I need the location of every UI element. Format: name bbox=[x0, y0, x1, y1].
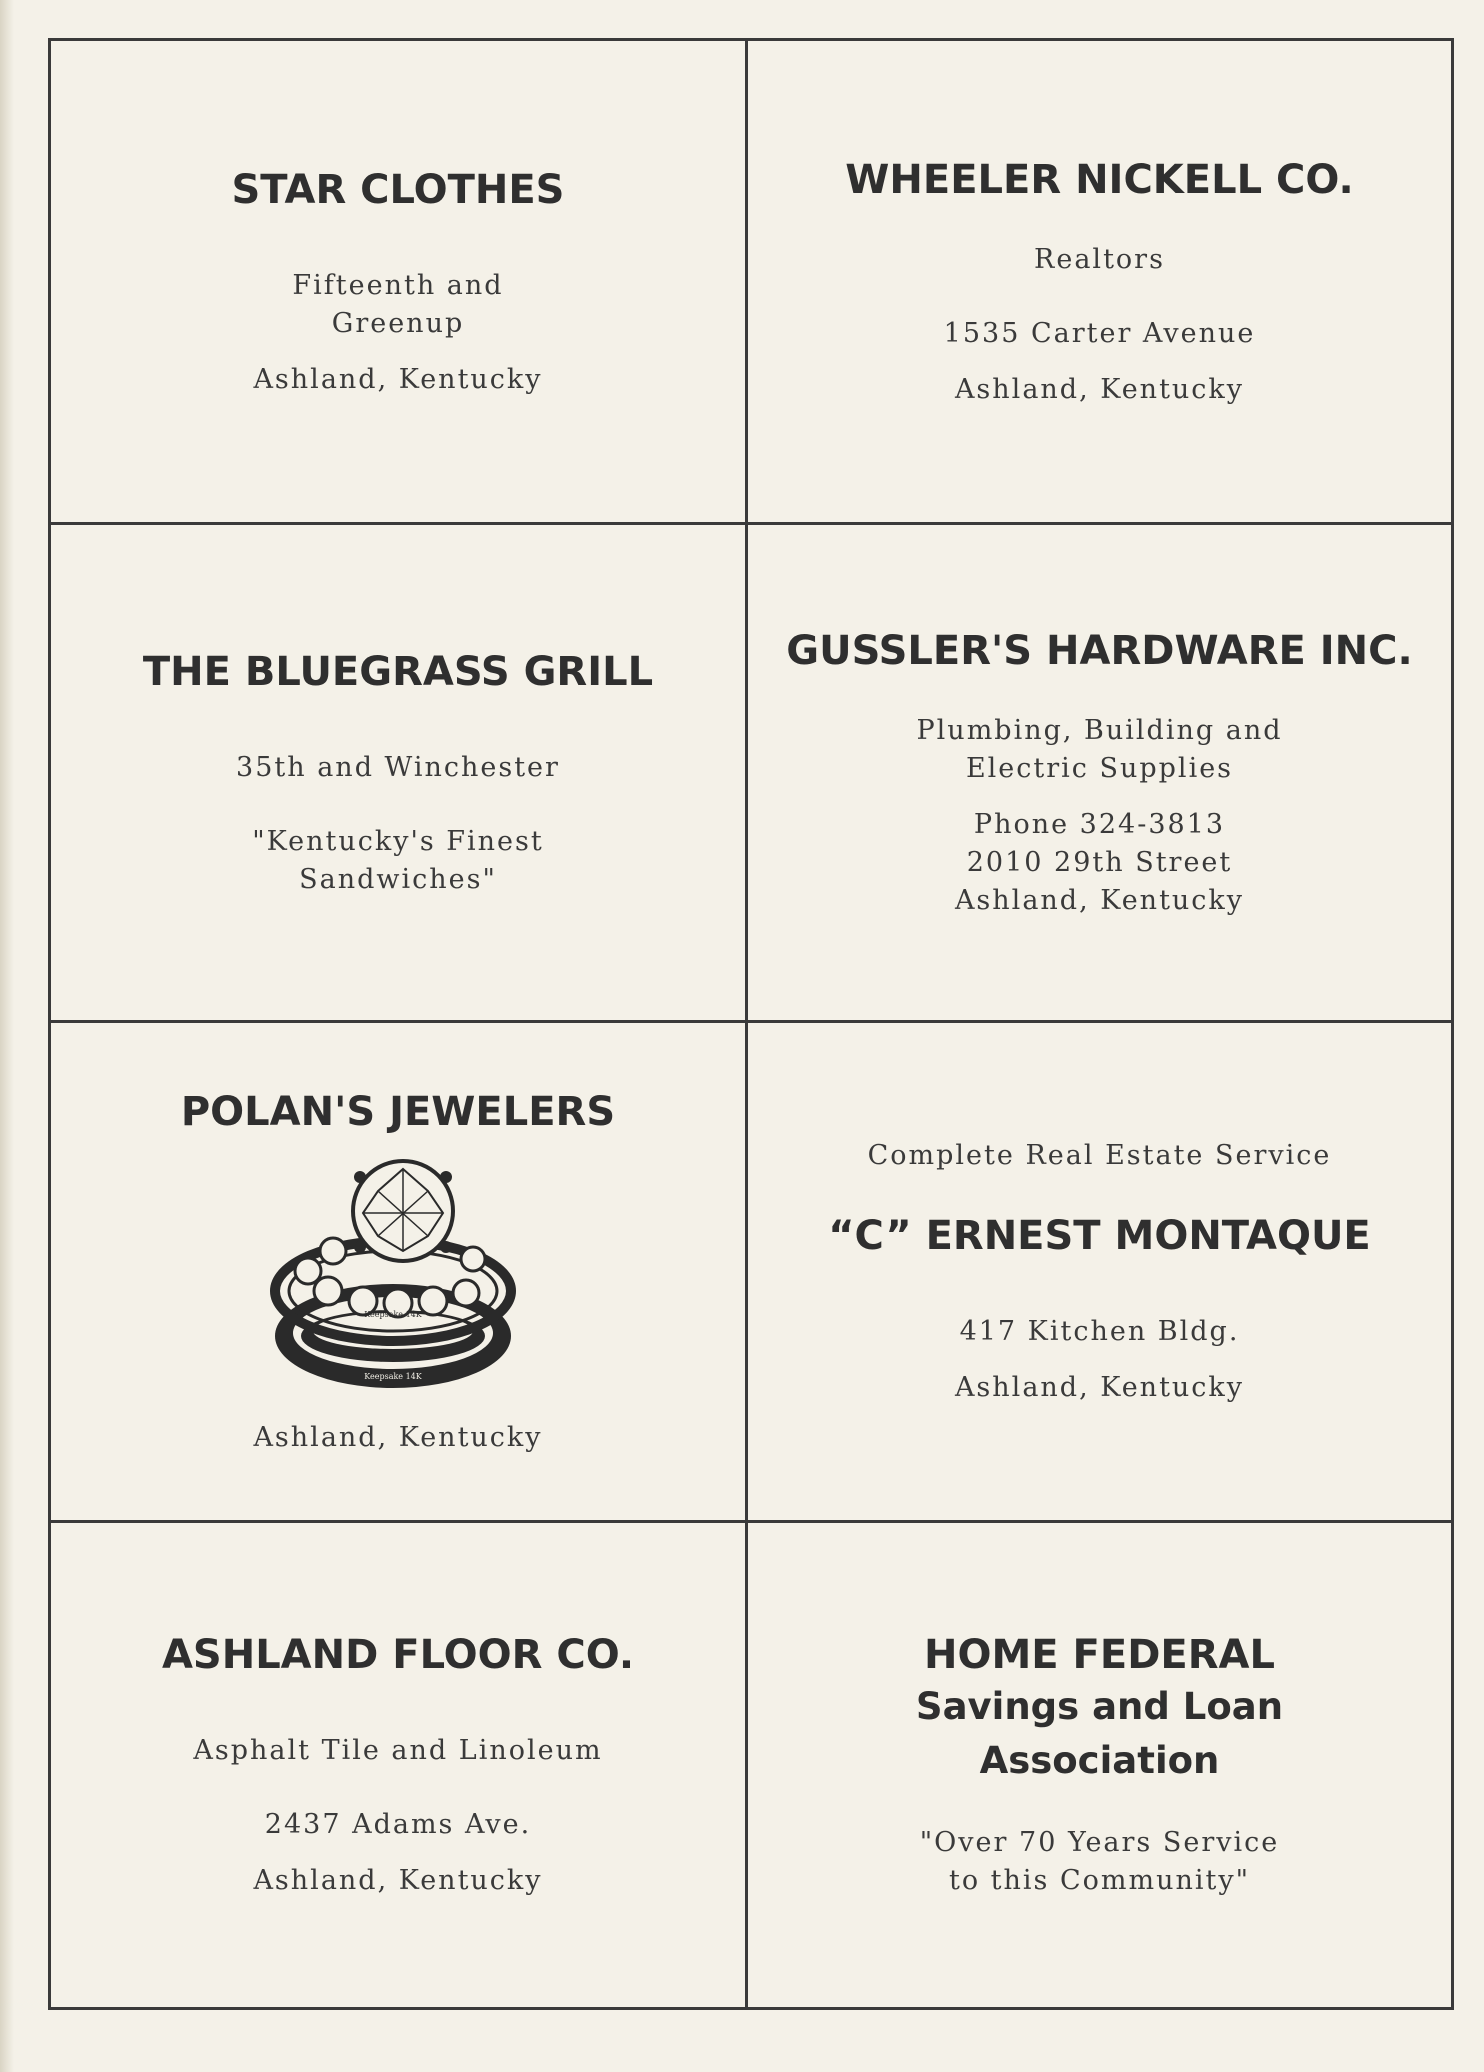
ad-text: Realtors bbox=[1034, 243, 1165, 275]
ring-illustration bbox=[268, 1151, 528, 1401]
ad-bluegrass-grill bbox=[51, 525, 748, 1023]
ad-title: “C” ERNEST MONTAQUE bbox=[828, 1212, 1371, 1259]
ad-subtitle: Association bbox=[979, 1739, 1220, 1782]
ad-city: Ashland, Kentucky bbox=[253, 363, 543, 395]
ad-title: HOME FEDERAL bbox=[924, 1632, 1275, 1679]
ad-tagline: Asphalt Tile and Linoleum bbox=[193, 1735, 603, 1766]
ad-city: Ashland, Kentucky bbox=[253, 1421, 543, 1453]
ad-text: Electric Supplies bbox=[965, 752, 1234, 784]
ad-polans-jewelers bbox=[51, 1023, 748, 1523]
ad-grid bbox=[48, 38, 1454, 2010]
ad-phone: Phone 324-3813 bbox=[973, 808, 1226, 840]
ad-star-clothes bbox=[51, 41, 748, 525]
ad-address: 2010 29th Street bbox=[966, 846, 1233, 878]
ad-tagline: Complete Real Estate Service bbox=[867, 1139, 1332, 1171]
ad-text: Fifteenth and bbox=[292, 269, 504, 301]
ad-title: GUSSLER'S HARDWARE INC. bbox=[786, 627, 1413, 674]
ad-address: 417 Kitchen Bldg. bbox=[959, 1315, 1240, 1347]
ad-city: Ashland, Kentucky bbox=[954, 1371, 1245, 1403]
ad-title: WHEELER NICKELL CO. bbox=[845, 156, 1354, 203]
ad-ernest-montaque bbox=[748, 1023, 1451, 1523]
ad-city: Ashland, Kentucky bbox=[954, 373, 1245, 405]
ring-mark-bottom: Keepsake 14K bbox=[364, 1371, 422, 1381]
ad-slogan: "Over 70 Years Service bbox=[919, 1826, 1280, 1858]
ad-city: Ashland, Kentucky bbox=[954, 884, 1245, 916]
ad-home-federal bbox=[748, 1523, 1451, 2007]
ad-text: Greenup bbox=[331, 307, 465, 339]
ad-address: 35th and Winchester bbox=[236, 751, 560, 783]
ad-wheeler-nickell bbox=[748, 41, 1451, 525]
ad-subtitle: Savings and Loan bbox=[915, 1685, 1284, 1729]
ad-title: ASHLAND FLOOR CO. bbox=[161, 1632, 635, 1678]
ad-gusslers-hardware bbox=[748, 525, 1451, 1023]
page-edge bbox=[0, 0, 14, 2072]
ad-text: Plumbing, Building and bbox=[916, 714, 1283, 746]
ad-slogan: "Kentucky's Finest bbox=[252, 825, 544, 857]
ad-ashland-floor bbox=[51, 1523, 748, 2007]
ad-address: 1535 Carter Avenue bbox=[943, 317, 1256, 349]
ad-address: 2437 Adams Ave. bbox=[264, 1809, 532, 1840]
ad-title: STAR CLOTHES bbox=[231, 166, 565, 213]
ring-mark-top: Keepsake 14K bbox=[364, 1309, 422, 1319]
ad-title: THE BLUEGRASS GRILL bbox=[142, 648, 654, 695]
ad-slogan: to this Community" bbox=[948, 1864, 1251, 1896]
ad-city: Ashland, Kentucky bbox=[253, 1865, 543, 1896]
ad-slogan: Sandwiches" bbox=[299, 863, 497, 895]
ad-title: POLAN'S JEWELERS bbox=[180, 1088, 616, 1135]
